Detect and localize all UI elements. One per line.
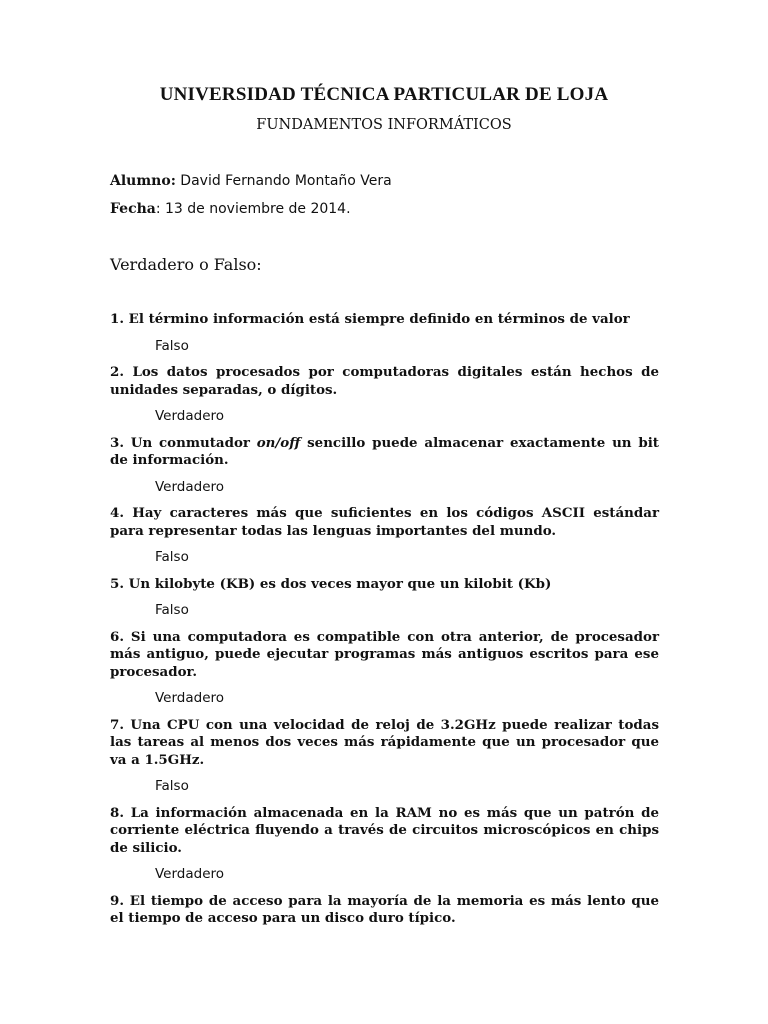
date-line bbox=[110, 201, 351, 217]
answer-7: Falso bbox=[155, 778, 189, 794]
question-8: 8. La información almacenada en la RAM no es más que un patrón de corriente eléctrica fluyendo a través de circuitos microscópicos en chips de silicio. bbox=[110, 804, 659, 856]
question-7: 7. Una CPU con una velocidad de reloj de 3.2GHz puede realizar todas las tareas al menos dos veces más rápidamente que un procesador que va a 1.5GHz. bbox=[110, 716, 659, 768]
question-3 bbox=[110, 435, 659, 470]
question-5: 5. Un kilobyte (KB) es dos veces mayor que un kilobit (Kb) bbox=[110, 575, 552, 592]
answer-2: Verdadero bbox=[155, 408, 225, 424]
answer-4: Falso bbox=[155, 549, 189, 565]
answer-5: Falso bbox=[155, 602, 189, 618]
course-title: FUNDAMENTOS INFORMÁTICOS bbox=[256, 117, 512, 133]
question-4: 4. Hay caracteres más que suficientes en los códigos ASCII estándar para representar todas las lenguas importantes del mundo. bbox=[110, 505, 659, 539]
answer-1: Falso bbox=[155, 337, 189, 354]
question-6: 6. Si una computadora es compatible con otra anterior, de procesador más antiguo, puede ejecutar programas más antiguos escritos para ese procesador. bbox=[110, 628, 659, 680]
question-3-italic-term: on/off bbox=[256, 434, 301, 451]
answer-8: Verdadero bbox=[155, 866, 225, 882]
answer-6: Verdadero bbox=[155, 690, 225, 706]
questions-list bbox=[110, 311, 659, 928]
university-title: UNIVERSIDAD TÉCNICA PARTICULAR DE LOJA bbox=[159, 84, 609, 105]
question-1: 1. El término información está siempre definido en términos de valor bbox=[110, 311, 630, 327]
question-3-text-after: sencillo puede almacenar exactamente un bit de información. bbox=[110, 434, 659, 468]
date-value: : 13 de noviembre de 2014. bbox=[155, 201, 351, 217]
student-name: David Fernando Montaño Vera bbox=[175, 173, 392, 189]
question-9: 9. El tiempo de acceso para la mayoría de la memoria es más lento que el tiempo de acceso para un disco duro típico. bbox=[110, 892, 659, 926]
question-3-text-before: 3. Un conmutador bbox=[110, 434, 257, 451]
section-heading: Verdadero o Falso: bbox=[110, 255, 262, 274]
student-line bbox=[110, 173, 392, 189]
student-label: Alumno: bbox=[110, 173, 176, 189]
question-2: 2. Los datos procesados por computadoras digitales están hechos de unidades separadas, o dígitos. bbox=[110, 364, 659, 398]
date-label: Fecha bbox=[110, 201, 156, 217]
answer-3: Verdadero bbox=[155, 478, 225, 495]
